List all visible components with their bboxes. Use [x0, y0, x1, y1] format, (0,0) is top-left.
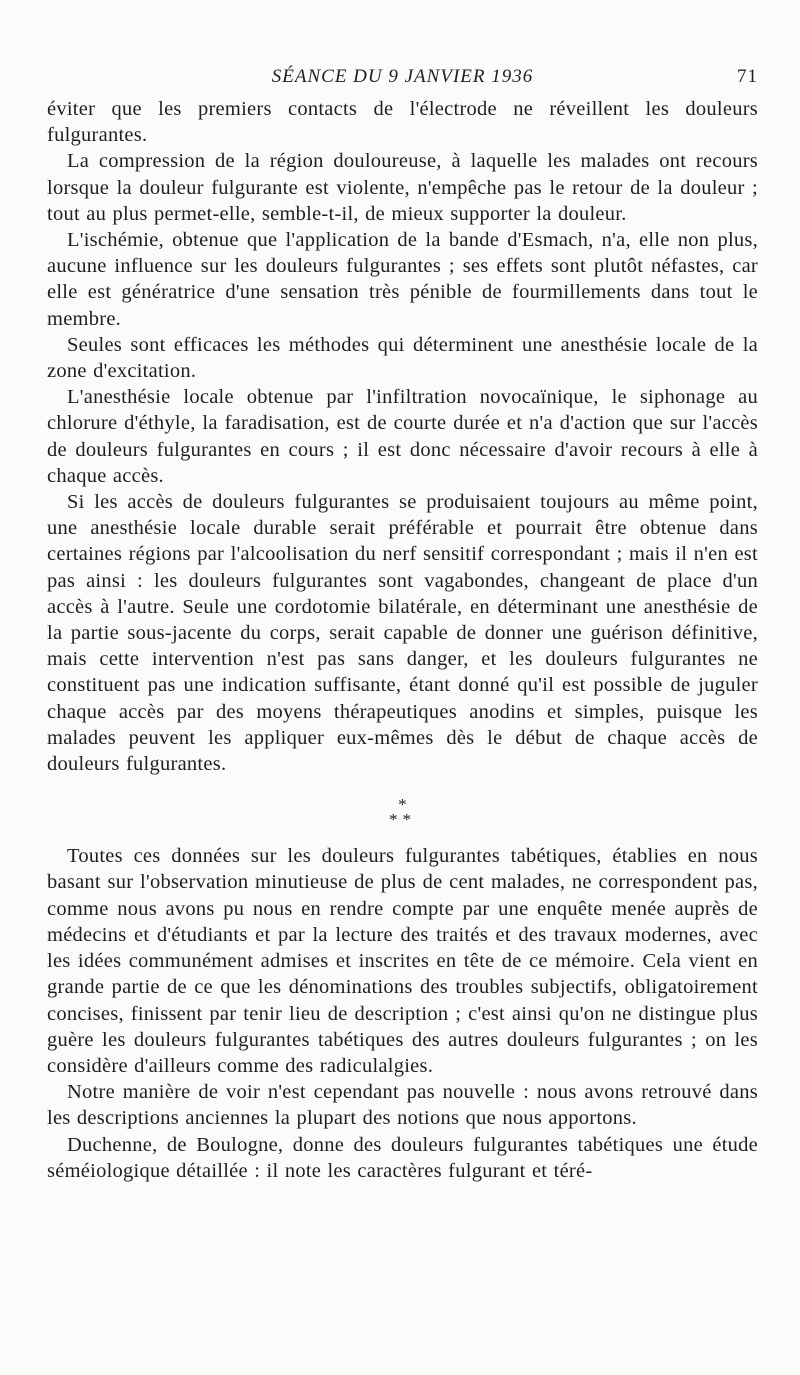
running-title: SÉANCE DU 9 JANVIER 1936: [271, 66, 534, 87]
paragraph: Toutes ces données sur les douleurs fulgurantes tabétiques, établies en nous basant sur l'observation minutieuse de plus de cent malades, ne correspondent pas, comme nous avons pu nous en rendre compte par une enquête menée auprès de médecins et d'étudiants et par la lecture des traités et des travaux modernes, avec les idées communément admises et inscrites en tête de ce mémoire. Cela vient en grande partie de ce que les dénominations des troubles subjectifs, obligatoirement concises, finissent par tenir lieu de description ; c'est ainsi qu'on ne distingue plus guère les douleurs fulgurantes tabétiques des autres douleurs fulgurantes ; on les considère d'ailleurs comme des radiculalgies.: [47, 845, 758, 1077]
paragraph: Notre manière de voir n'est cependant pas nouvelle : nous avons retrouvé dans les descriptions anciennes la plupart des notions que nous apportons.: [47, 1081, 758, 1130]
paragraph: Duchenne, de Boulogne, donne des douleurs fulgurantes tabétiques une étude séméiologique détaillée : il note les caractères fulgurant et téré-: [47, 1133, 758, 1182]
body-text: [47, 96, 758, 1184]
paragraph: L'anesthésie locale obtenue par l'infiltration novocaïnique, le siphonage au chlorure d'éthyle, la faradisation, est de courte durée et n'a d'action que sur l'accès de douleurs fulgurantes en cours ; il est donc nécessaire d'avoir recours à elle à chaque accès.: [47, 386, 758, 487]
paragraph: éviter que les premiers contacts de l'électrode ne réveillent les douleurs fulgurantes.: [47, 98, 758, 147]
asterism-bottom: **: [389, 810, 416, 830]
paragraph: Si les accès de douleurs fulgurantes se produisaient toujours au même point, une anesthésie locale durable serait préférable et pourrait être obtenue dans certaines régions par l'alcoolisation du nerf sensitif correspondant ; mais il n'en est pas ainsi : les douleurs fulgurantes sont vagabondes, changeant de place d'un accès à l'autre. Seule une cordotomie bilatérale, en déterminant une anesthésie de la partie sous-jacente du corps, serait capable de donner une guérison définitive, mais cette intervention n'est pas sans danger, et les douleurs fulgurantes ne constituent pas une indication suffisante, étant donné qu'il est possible de juguler chaque accès par des moyens thérapeutiques anodins et simples, puisque les malades peuvent les appliquer eux-mêmes dès le début de chaque accès de douleurs fulgurantes.: [47, 491, 758, 776]
paragraph: La compression de la région douloureuse, à laquelle les malades ont recours lorsque la douleur fulgurante est violente, n'empêche pas le retour de la douleur ; tout au plus permet-elle, semble-t-il, de mieux supporter la douleur.: [47, 150, 758, 225]
paragraph: Seules sont efficaces les méthodes qui déterminent une anesthésie locale de la zone d'excitation.: [47, 333, 758, 383]
running-head: [47, 66, 758, 96]
section-separator: [47, 777, 758, 843]
paragraph: L'ischémie, obtenue que l'application de la bande d'Esmach, n'a, elle non plus, aucune influence sur les douleurs fulgurantes ; ses effets sont plutôt néfastes, car elle est génératrice d'une sensation très pénible de fourmillements dans tout le membre.: [47, 229, 758, 330]
page-number: 71: [737, 66, 758, 87]
asterism-top: *: [398, 795, 407, 815]
